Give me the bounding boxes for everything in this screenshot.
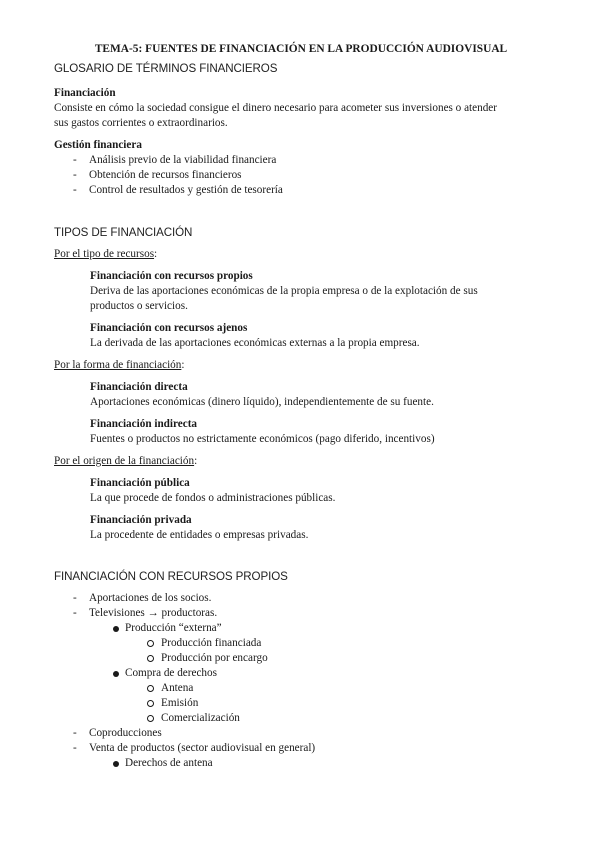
colon: : [181,359,185,371]
section-heading-tipos: TIPOS DE FINANCIACIÓN [54,226,193,239]
derechos-sublist [54,681,548,726]
list-item-socios: - Aportaciones de los socios. [54,591,548,606]
televisiones-sublist [54,621,548,636]
definition-directa: Aportaciones económicas (dinero líquido), independientemente de su fuente. [90,396,434,408]
origen-block [54,476,548,543]
list-item: Producción financiada [54,636,548,651]
list-item-compra-derechos: Compra de derechos [54,666,548,681]
term-publica: Financiación pública [90,477,190,489]
definition-recursos-propios: Deriva de las aportaciones económicas de la propia empresa o de la explotación de sus [90,285,478,297]
definition-privada: La procedente de entidades o empresas privadas. [90,529,309,541]
subsection-forma [54,358,548,373]
definition-recursos-ajenos: La derivada de las aportaciones económicas externas a la propia empresa. [90,337,420,349]
definition-publica: La que procede de fondos o administraciones públicas. [90,492,336,504]
list-item: Comercialización [54,711,548,726]
list-item-derechos-antena: Derechos de antena [54,756,548,771]
list-item: Emisión [54,696,548,711]
gestion-list [54,153,548,198]
list-item: - Control de resultados y gestión de tesorería [54,183,548,198]
term-recursos-propios: Financiación con recursos propios [90,270,253,282]
recursos-block [54,269,548,351]
list-item: Producción por encargo [54,651,548,666]
section-heading-glosario: GLOSARIO DE TÉRMINOS FINANCIEROS [54,62,278,75]
colon: : [194,455,198,467]
term-directa: Financiación directa [90,381,188,393]
definition-financiacion: Consiste en cómo la sociedad consigue el dinero necesario para acometer sus inversiones o atender [54,102,497,114]
list-item: - Análisis previo de la viabilidad financiera [54,153,548,168]
compra-sublist [54,666,548,681]
term-recursos-ajenos: Financiación con recursos ajenos [90,322,248,334]
forma-block [54,380,548,447]
section-heading-propios: FINANCIACIÓN CON RECURSOS PROPIOS [54,570,288,583]
list-item-venta-productos: - Venta de productos (sector audiovisual en general) [54,741,548,756]
term-indirecta: Financiación indirecta [90,418,198,430]
list-item-produccion-externa: Producción “externa” [54,621,548,636]
list-item: Antena [54,681,548,696]
list-item-televisiones: - Televisiones → productoras. [54,606,548,621]
document-title: TEMA-5: FUENTES DE FINANCIACIÓN EN LA PRODUCCIÓN AUDIOVISUAL [94,43,508,55]
definition-financiacion-cont: sus gastos corrientes o extraordinarios. [54,117,228,129]
propios-list [54,591,548,621]
list-item: - Obtención de recursos financieros [54,168,548,183]
colon: : [154,248,158,260]
list-item-coproducciones: - Coproducciones [54,726,548,741]
propios-list-cont [54,726,548,756]
subsection-recursos-label: Por el tipo de recursos [54,248,155,260]
subsection-origen-label: Por el origen de la financiación [54,455,195,467]
produccion-sublist [54,636,548,666]
term-financiacion: Financiación [54,87,116,99]
venta-sublist [54,756,548,771]
definition-indirecta: Fuentes o productos no estrictamente económicos (pago diferido, incentivos) [90,433,435,445]
subsection-origen [54,454,548,469]
term-gestion-financiera: Gestión financiera [54,139,142,151]
definition-recursos-propios-cont: productos o servicios. [90,300,188,312]
subsection-forma-label: Por la forma de financiación [54,359,182,371]
term-privada: Financiación privada [90,514,192,526]
subsection-recursos [54,247,548,262]
